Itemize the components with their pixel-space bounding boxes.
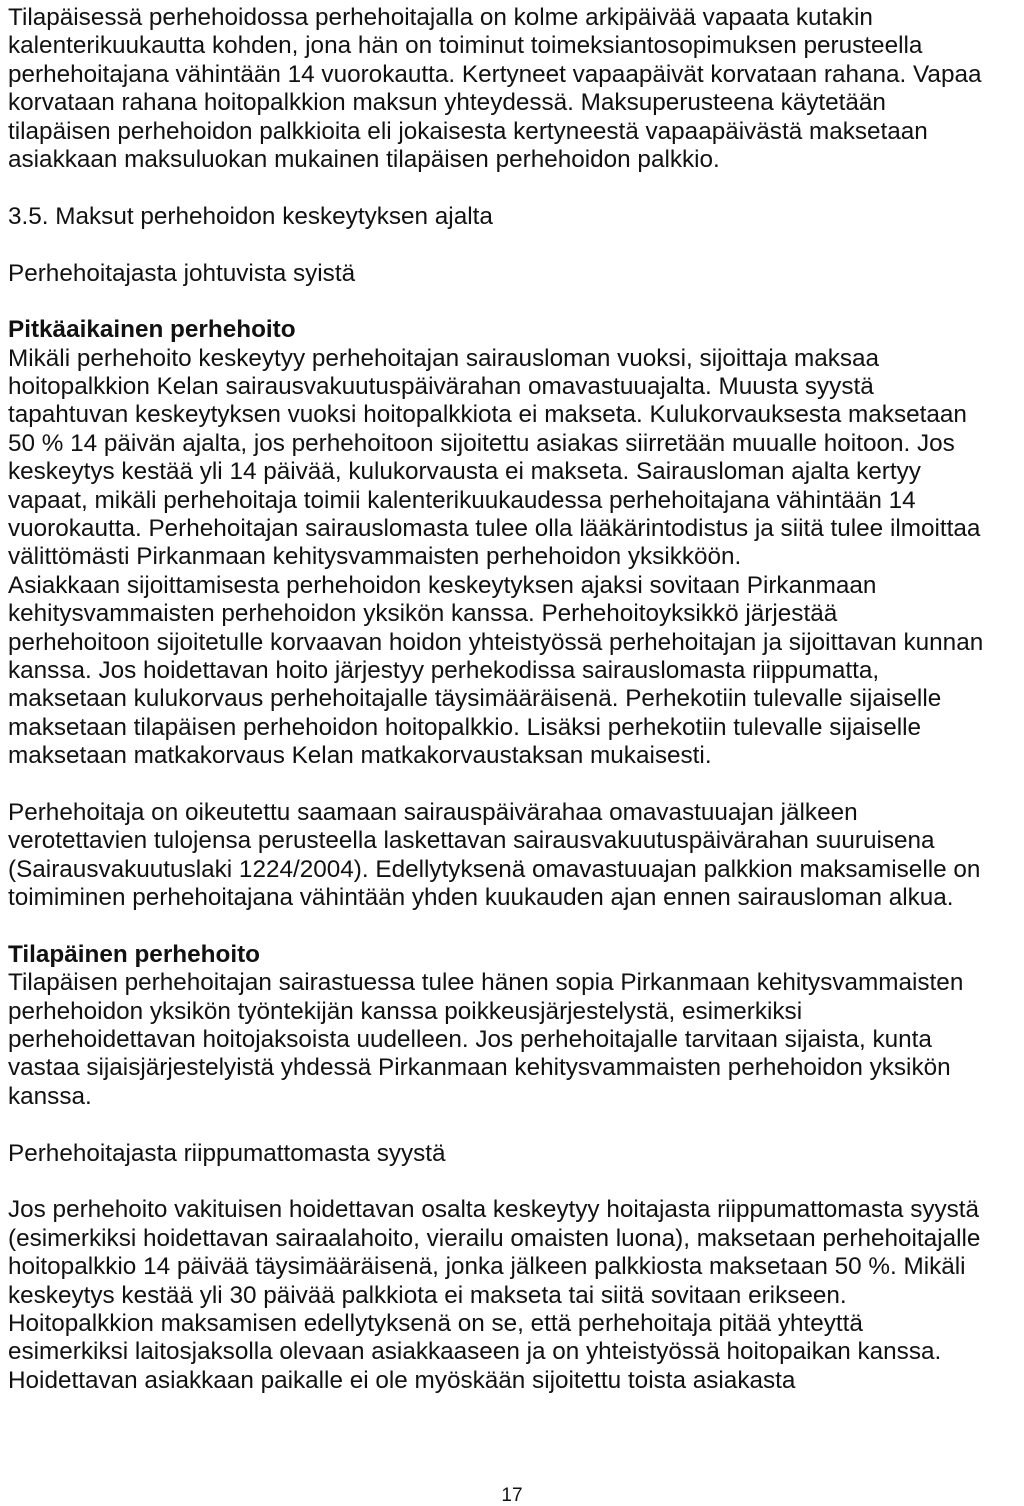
blank-line xyxy=(8,913,1024,941)
independent-paragraph xyxy=(8,1196,1024,1395)
temporary-title: Tilapäinen perhehoito xyxy=(8,940,260,968)
page-number: 17 xyxy=(501,1485,523,1506)
text-line: Asiakkaan sijoittamisesta perhehoidon keskeytyksen ajaksi sovitaan Pirkanmaan xyxy=(8,571,877,599)
text-line: perhehoidettavan hoitojaksoista uudelleen. Jos perhehoitajalle tarvitaan sijaista, kunta xyxy=(8,1026,932,1054)
text-line: Hoidettavan asiakkaan paikalle ei ole myöskään sijoitettu toista asiakasta xyxy=(8,1366,796,1394)
blank-line xyxy=(8,231,1024,259)
text-line: maksetaan tilapäisen perhehoidon hoitopalkkio. Lisäksi perhekotiin tulevalle sijaiselle xyxy=(8,713,922,741)
text-line: vuorokautta. Perhehoitajan sairauslomasta tulee olla lääkärintodistus ja siitä tulee ilmoittaa xyxy=(8,515,981,543)
text-line: välittömästi Pirkanmaan kehitysvammaisten perhehoidon yksikköön. xyxy=(8,543,742,571)
text-line: korvataan rahana hoitopalkkion maksun yhteydessä. Maksuperusteena käytetään xyxy=(8,89,886,117)
long-term-title: Pitkäaikainen perhehoito xyxy=(8,316,296,344)
long-term-section xyxy=(8,316,1024,770)
text-line: vapaat, mikäli perhehoitaja toimii kalenterikuukaudessa perhehoitajana vähintään 14 xyxy=(8,486,916,514)
text-line: esimerkiksi laitosjaksolla olevaan asiakkaaseen ja on yhteistyössä hoitopaikan kanssa. xyxy=(8,1338,942,1366)
section-heading: 3.5. Maksut perhehoidon keskeytyksen ajalta xyxy=(8,202,493,230)
intro-paragraph xyxy=(8,4,1024,174)
sick-pay-paragraph xyxy=(8,799,1024,913)
blank-line xyxy=(8,1168,1024,1196)
text-line: perhehoitajana vähintään 14 vuorokautta. Kertyneet vapaapäivät korvataan rahana. Vapaa xyxy=(8,60,982,88)
text-line: asiakkaan maksuluokan mukainen tilapäisen perhehoidon palkkio. xyxy=(8,145,720,173)
text-line: toimiminen perhehoitajana vähintään yhden kuukauden ajan ennen sairausloman alkua. xyxy=(8,884,954,912)
text-line: maksetaan kulukorvaus perhehoitajalle täysimääräisenä. Perhekotiin tulevalle sijaiselle xyxy=(8,685,942,713)
text-line: (Sairausvakuutuslaki 1224/2004). Edellytyksenä omavastuuajan palkkion maksamiselle on xyxy=(8,855,981,883)
text-line: kanssa. xyxy=(8,1082,92,1110)
text-line: hoitopalkkion Kelan sairausvakuutuspäivärahan omavastuuajalta. Muusta syystä xyxy=(8,373,874,401)
text-line: keskeytys kestää yli 30 päivää palkkiota ei makseta tai siitä sovitaan erikseen. xyxy=(8,1281,847,1309)
text-line: perhehoidon yksikön työntekijän kanssa poikkeusjärjestelystä, esimerkiksi xyxy=(8,997,803,1025)
subheading-independent-reasons: Perhehoitajasta riippumattomasta syystä xyxy=(8,1139,446,1167)
blank-line xyxy=(8,288,1024,316)
text-line: 50 % 14 päivän ajalta, jos perhehoitoon sijoitettu asiakas siirretään muualle hoitoon. Jos xyxy=(8,429,955,457)
text-line: vastaa sijaisjärjestelyistä yhdessä Pirkanmaan kehitysvammaisten perhehoidon yksikön xyxy=(8,1054,951,1082)
document-body xyxy=(8,4,1024,1395)
blank-line xyxy=(8,1111,1024,1139)
temporary-section xyxy=(8,941,1024,1111)
text-line: verotettavien tulojensa perusteella laskettavan sairausvakuutuspäivärahan suuruisena xyxy=(8,827,935,855)
blank-line xyxy=(8,771,1024,799)
text-line: (esimerkiksi hoidettavan sairaalahoito, vierailu omaisten luona), maksetaan perhehoitajalle xyxy=(8,1224,981,1252)
text-line: kehitysvammaisten perhehoidon yksikön kanssa. Perhehoitoyksikkö järjestää xyxy=(8,600,838,628)
text-line: kanssa. Jos hoidettavan hoito järjestyy perhekodissa sairauslomasta riippumatta, xyxy=(8,656,880,684)
text-line: Hoitopalkkion maksamisen edellytyksenä on se, että perhehoitaja pitää yhteyttä xyxy=(8,1309,863,1337)
text-line: Perhehoitaja on oikeutettu saamaan sairauspäivärahaa omavastuuajan jälkeen xyxy=(8,798,858,826)
text-line: maksetaan matkakorvaus Kelan matkakorvaustaksan mukaisesti. xyxy=(8,742,712,770)
text-line: Tilapäisessä perhehoidossa perhehoitajalla on kolme arkipäivää vapaata kutakin xyxy=(8,4,873,31)
subheading-caregiver-reasons: Perhehoitajasta johtuvista syistä xyxy=(8,259,356,287)
text-line: kalenterikuukautta kohden, jona hän on toiminut toimeksiantosopimuksen perusteella xyxy=(8,32,923,60)
text-line: Jos perhehoito vakituisen hoidettavan osalta keskeytyy hoitajasta riippumattomasta syystä xyxy=(8,1196,980,1224)
text-line: keskeytys kestää yli 14 päivää, kulukorvausta ei makseta. Sairausloman ajalta kertyy xyxy=(8,458,921,486)
text-line: tapahtuvan keskeytyksen vuoksi hoitopalkkiota ei makseta. Kulukorvauksesta maksetaan xyxy=(8,401,967,429)
text-line: Mikäli perhehoito keskeytyy perhehoitajan sairausloman vuoksi, sijoittaja maksaa xyxy=(8,344,880,372)
blank-line xyxy=(8,174,1024,202)
text-line: Tilapäisen perhehoitajan sairastuessa tulee hänen sopia Pirkanmaan kehitysvammaisten xyxy=(8,969,964,997)
text-line: tilapäisen perhehoidon palkkioita eli jokaisesta kertyneestä vapaapäivästä maksetaan xyxy=(8,117,928,145)
text-line: hoitopalkkio 14 päivää täysimääräisenä, jonka jälkeen palkkiosta maksetaan 50 %. Mikäli xyxy=(8,1253,966,1281)
text-line: perhehoitoon sijoitetulle korvaavan hoidon yhteistyössä perhehoitajan ja sijoittavan kunnan xyxy=(8,628,984,656)
